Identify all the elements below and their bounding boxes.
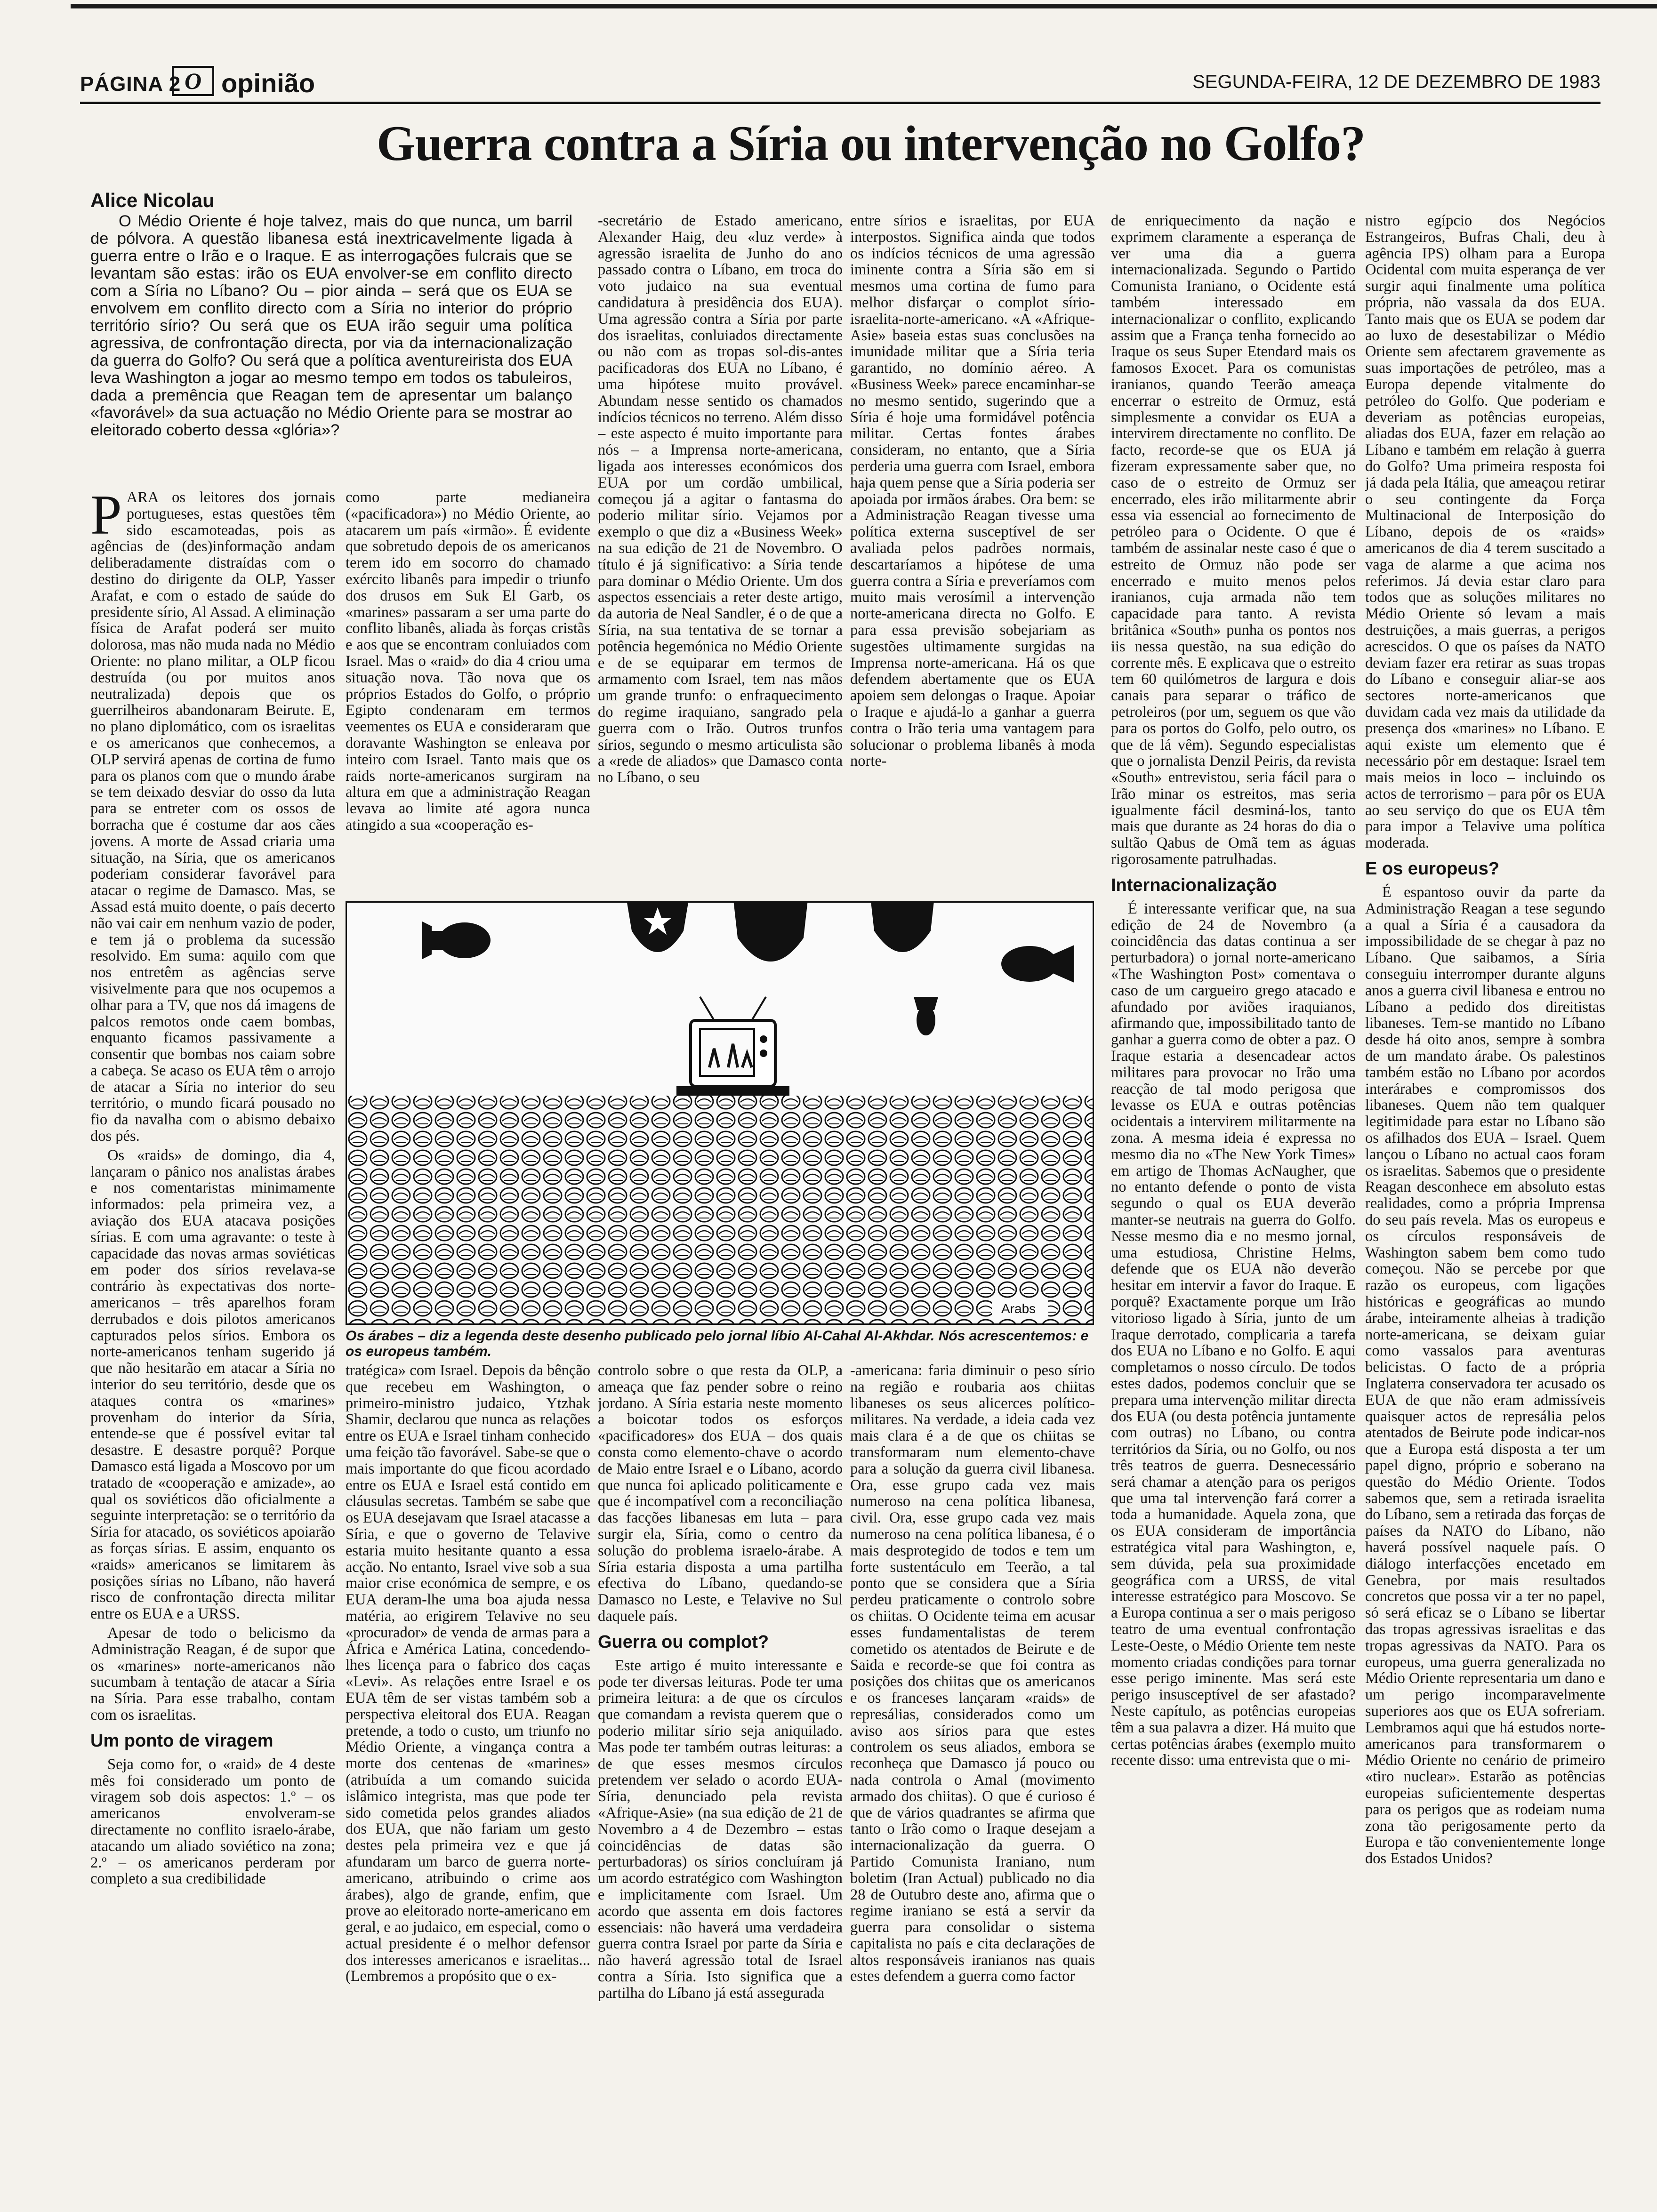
col6a-text: nistro egípcio dos Negócios Estrangeiros, Bufras Chali, deu à agência IPS) olham para a Europa Ocidental com muita esperança de ver surgir aqui finalmente uma política própria, não vassala da dos EUA. Tanto mais que os EUA se podem dar ao luxo de desestabilizar o Médio Oriente sem afectarem gravemente as suas importações de petróleo, mas a Europa depende vitalmente do petróleo do Golfo. Que poderiam e deveriam as potências europeias, aliadas dos EUA, fazer em relação ao Líbano e também em relação à guerra do Golfo? Uma primeira resposta foi já dada pela Itália, que ameaçou retirar o seu contingente da Força Multinacional de Interposição do Líbano, depois de os «raids» americanos de dia 4 terem suscitado a vaga de alarme a que acima nos referimos. Já devia estar claro para todos que as soluções militares no Médio Oriente só levam a mais destruições, a mais guerras, a perigos acrescidos. O que os países da NATO deviam fazer era retirar as suas tropas do Líbano e conseguir aliar-se aos sectores norte-americanos que duvidam cada vez mais da utilidade da presença dos «marines» no Líbano. E aqui existe um elemento que é necessário pôr em destaque: Israel tem mais meios in loco – incluindo os actos de terrorismo – para pôr os EUA ao seu serviço do que os EUA têm para impor a Telavive uma política moderada. xyxy=(1365,213,1605,852)
column-6 xyxy=(1365,213,1605,2170)
cartoon-label: Arabs xyxy=(1001,1301,1036,1316)
col1-p4: Seja como for, o «raid» de 4 deste mês foi considerado um ponto de viragem sob dois aspectos: 1.º – os americanos envolveram-se directamente no conflito israelo-árabe, atacando um aliado soviético na zona; 2.º – os americanos perderam por completo a sua credibilidade xyxy=(90,1755,335,1888)
page-header xyxy=(80,66,1601,99)
column-3-top xyxy=(598,213,843,897)
column-4-top xyxy=(850,213,1095,897)
header-rule xyxy=(80,102,1601,104)
column-2-top xyxy=(346,489,590,897)
editorial-cartoon xyxy=(346,901,1094,1325)
col4a-text: entre sírios e israelitas, por EUA interpostos. Significa ainda que todos os indícios técnicos de uma agressão iminente contra a Síria são em si mesmos uma cortina de fumo para melhor disfarçar o complot sírio-israelita-norte-americano. «A «Afrique-Asie» baseia estas suas conclusões na imunidade militar que a Síria teria garantido, no domínio aéreo. A «Business Week» parece encaminhar-se no mesmo sentido, sugerindo que a Síria é hoje uma formidável potência militar. Certas fontes árabes consideram, no entanto, que a Síria perderia uma guerra com Israel, embora haja quem pense que a Síria poderia ser apoiada por irmãos árabes. Ora bem: se a Administração Reagan tivesse uma política externa susceptível de ser avaliada pelos padrões normais, descartaríamos a hipótese de uma guerra contra a Síria e preveríamos com muito mais verosímil a intervenção norte-americana directa no Golfo. E para essa previsão sobejariam as sugestões ultimamente surgidas na Imprensa norte-americana. Há os que defendem abertamente que os EUA apoiem sem delongas o Iraque. Apoiar o Iraque e ajudá-lo a ganhar a guerra contra o Irão teria uma vantagem para solucionar o problema libanês à moda norte- xyxy=(850,213,1095,770)
lead-paragraph: O Médio Oriente é hoje talvez, mais do que nunca, um barril de pólvora. A questão libanesa está inextricavelmente ligada à guerra entre o Irão e o Iraque. E as interrogações fulcrais que se levantam são estas: irão os EUA envolver-se em conflito directo com a Síria no Líbano? Ou – pior ainda – será que os EUA se envolvem em conflito directo com a Síria no interior do próprio território sírio? Ou será que os EUA irão seguir uma política agressiva, de confrontação directa, por via da internacionalização da guerra do Golfo? Ou será que a política aventureirista dos EUA leva Washington a jogar ao mesmo tempo em todos os tabuleiros, dada a premência que Reagan tem de apresentar um balanço «favorável» da sua actuação no Médio Oriente para se mostrar ao eleitorado coberto dessa «glória»? xyxy=(90,213,572,439)
col5-subheading: Internacionalização xyxy=(1111,875,1277,895)
cartoon-caption: Os árabes – diz a legenda deste desenho publicado pelo jornal líbio Al-Cahal Al-Akhdar. Nós acrescentemos: e os europeus também. xyxy=(346,1328,1089,1359)
col1-first-paragraph xyxy=(90,489,335,1145)
top-rule xyxy=(71,4,1657,8)
column-1 xyxy=(90,489,335,2170)
newspaper-logo: O xyxy=(172,66,214,96)
col6-subheading: E os europeus? xyxy=(1365,859,1500,879)
col3-subheading: Guerra ou complot? xyxy=(598,1632,769,1652)
cartoon-drawing xyxy=(347,903,1093,1323)
bomb-icon xyxy=(733,903,808,962)
col2a-text: como parte medianeira («pacificadora») no Médio Oriente, ao atacarem um país «irmão». É evidente que sobretudo depois de os americanos terem ido em socorro do chamado exército libanês para impedir o triunfo dos drusos em Suk El Garb, os «marines» passaram a ser uma parte do conflito libanês, aliada às forças cristãs e aos que se encontram conluiados com Israel. Mas o «raid» do dia 4 criou uma situação nova. Tão nova que os próprios Estados do Golfo, o próprio Egipto condenaram em termos veementes os EUA e consideraram que doravante Washington se enleava por inteiro com Israel. Tanto mais que os raids norte-americanos surgiram na altura em que a administração Reagan levava ao limite até agora nunca atingido a sua «cooperação es- xyxy=(346,489,590,834)
bomb-icon xyxy=(625,903,691,952)
col5a-text: de enriquecimento da nação e exprimem claramente a esperança de ver uma dia a guerra internacionalizada. Segundo o Partido Comunista Iraniano, o Ocidente está também interessado em internacionalizar o conflito, explicando assim que a França tenha fornecido ao Iraque os seus Super Etendard mais os famosos Exocet. Para os comunistas iranianos, quando Teerão ameaça encerrar o estreito de Ormuz, está simplesmente a convidar os EUA a intervirem directamente no conflito. De facto, recorde-se que os EUA já fizeram expressamente saber que, no caso de o estreito de Ormuz ser encerrado, eles irão militarmente abrir essa via essencial ao fornecimento de petróleo para o Ocidente. O que é também de assinalar neste caso é que o estreito de Ormuz não pode ser encerrado e muito menos pelos iranianos, cuja armada não tem capacidade para tanto. A revista britânica «South» punha os pontos nos iis nessa questão, na sua edição do corrente mês. E explicava que o estreito tem 60 quilómetros de largura e dois canais para separar o tráfico de petroleiros (por um, seguem os que vão para os portos do Golfo, pelo outro, os que de lá vêm). Segundo especialistas que o jornalista Denzil Peiris, da revista «South» entrevistou, seria fácil para o Irão minar os estreitos, mas seria igualmente fácil desminá-los, tanto mais que durante as 24 horas do dia o sultão Qabus de Omã tem as águas rigorosamente patrulhadas. xyxy=(1111,213,1356,868)
col1-subheading: Um ponto de viragem xyxy=(90,1731,273,1751)
bomb-icon xyxy=(869,903,935,952)
column-3-bottom xyxy=(598,1362,843,2170)
col2b-text: tratégica» com Israel. Depois da bênção que recebeu em Washington, o primeiro-ministro judaico, Ytzhak Shamir, declarou que nunca as relações entre os EUA e Israel tinham conhecido uma feição tão favorável. Sabe-se que o mais importante do que ficou acordado entre os EUA e Israel está contido em cláusulas secretas. Também se sabe que os EUA desejavam que Israel atacasse a Síria, e que o governo de Telavive estaria muito hesitante quanto a essa acção. No entanto, Israel vive sob a sua maior crise económica de sempre, e os EUA deram-lhe uma boa ajuda nessa matéria, ao erigirem Telavive no seu «procurador» de venda de armas para a África e América Latina, concedendo-lhes licença para o fabrico dos caças «Levi». As relações entre Israel e os EUA têm de ser vistas também sob a perspectiva eleitoral dos EUA. Reagan pretende, a todo o custo, um triunfo no Médio Oriente, a vingança contra a morte dos centenas de «marines» (atribuída a um comando suicida islâmico integrista, mas que pode ter sido cometida pelos grandes aliados dos EUA, que não fariam um gesto destes pela primeira vez e que já afundaram um barco de guerra norte-americano, atribuindo o crime aos árabes), algo de grande, enfim, que prove ao eleitorado norte-americano em geral, e ao judaico, em especial, como o actual presidente é o melhor defensor dos interesses americanos e israelitas... (Lembremos a propósito que o ex- xyxy=(346,1362,590,1985)
crowd-of-heads xyxy=(347,1096,1093,1323)
page-number: PÁGINA 2 xyxy=(80,72,181,96)
col3b-text: controlo sobre o que resta da OLP, a ameaça que faz pender sobre o reino jordano. A Síria estaria neste momento a boicotar todos os esforços «pacificadores» dos EUA – dos quais consta como elemento-chave o acordo de Maio entre Israel e o Líbano, acordo que nunca foi aplicado politicamente e que é incompatível com a reconciliação das facções libanesas em luta – para surgir ela, Síria, como o centro da solução do problema israelo-árabe. A Síria estaria disposta a uma partilha efectiva do Líbano, quedando-se Damasco no Leste, e Telavive no Sul daquele país. xyxy=(598,1362,843,1625)
col1-p3: Apesar de todo o belicismo da Administração Reagan, é de supor que os «marines» norte-americanos não sucumbam à tentação de atacar a Síria na Síria. Para esse trabalho, contam com os israelitas. xyxy=(90,1624,335,1723)
drop-cap: P xyxy=(90,489,122,546)
col3a-text: -secretário de Estado americano, Alexander Haig, deu «luz verde» à agressão israelita de Junho do ano passado contra o Líbano, em troca do voto judaico na sua eventual candidatura à presidência dos EUA). Uma agressão contra a Síria por parte dos israelitas, conluiados directamente ou não com as tropas sol-dis-antes pacificadoras dos EUA no Líbano, é uma hipótese muito provável. Abundam nesse sentido os chamados indícios técnicos no terreno. Além disso – este aspecto é muito importante para nós – a Imprensa norte-americana, ligada aos interesses económicos dos EUA por um cordão umbilical, começou já a agitar o fantasma do poderio militar sírio. Vejamos por exemplo o que diz a «Business Week» na sua edição de 21 de Novembro. O título é já significativo: a Síria tende para dominar o Médio Oriente. Um dos aspectos essenciais a reter deste artigo, da autoria de Neal Sandler, é o de que a Síria, na sua tentativa de se tornar a potência hegemónica no Médio Oriente e de se equiparar em termos de armamento com Israel, tem nas mãos um grande trunfo: o enfraquecimento do regime iraquiano, sangrado pela guerra com o Irão. Outros trunfos sírios, segundo o mesmo articulista são a «rede de aliados» que Damasco conta no Líbano, o seu xyxy=(598,213,843,786)
col6b-text: É espantoso ouvir da parte da Administração Reagan a tese segundo a qual a Síria é a causadora da impossibilidade de se chegar à paz no Líbano. Que saibamos, a Síria conseguiu interromper durante alguns anos a guerra civil libanesa e entrou no Líbano a pedido dos direitistas libaneses. Tem-se mantido no Líbano desde há oito anos, sempre à sombra de um mandato árabe. Os palestinos também estão no Líbano por acordos interárabes e compromissos dos libaneses. Quem não tem qualquer legitimidade para estar no Líbano são os afilhados dos EUA – Israel. Quem lançou o Líbano no actual caos foram os israelitas. Sabemos que o presidente Reagan desconhece em absoluto estas realidades, como a própria Imprensa do seu país revela. Mas os europeus e os círculos responsáveis de Washington sabem bem como tudo começou. Não se percebe por que razão os europeus, com ligações históricas e geográficas ao mundo árabe, inteiramente alheias à tradição norte-americana, se deixam guiar como vassalos para aventuras belicistas. O facto de a própria Inglaterra conservadora ter acusado os EUA de que não eram admissíveis quaisquer actos de represália pelos atentados de Beirute pode indicar-nos que a Europa está disposta a ter um papel digno, próprio e soberano na questão do Médio Oriente. Todos sabemos que, sem a retirada israelita do Líbano, sem a retirada das forças de países da NATO do Líbano, não haverá possível naquele país. O diálogo interfacções encetado em Genebra, por mais resultados concretos que possa vir a ter no papel, só será eficaz se o Líbano se libertar das tropas agressivas israelitas e das tropas agressivas da NATO. Para os europeus, uma guerra generalizada no Médio Oriente representaria um dano e um perigo incomparavelmente superiores aos que os EUA sofreriam. Lembramos aqui que há estudos norte-americanos para transformarem o Médio Oriente no cenário de primeiro «tiro nuclear». Estarão as potências europeias suficientemente despertas para os perigos que as rodeiam numa zona tão perigosamente perto da Europa e tão convenientemente longe dos Estados Unidos? xyxy=(1365,884,1605,1867)
bomb-icon xyxy=(422,922,491,959)
section-title: opinião xyxy=(221,68,315,98)
issue-date: SEGUNDA-FEIRA, 12 DE DEZEMBRO DE 1983 xyxy=(1192,72,1601,92)
column-4-bottom xyxy=(850,1362,1095,2170)
col3c-text: Este artigo é muito interessante e pode ter diversas leituras. Pode ter uma primeira leitura: a de que os círculos que comandam a revista querem que o poderio militar sírio seja aniquilado. Mas pode ter também outras leituras: a de que esses mesmos círculos pretendem ver selado o acordo EUA-Síria, denunciado pela revista «Afrique-Asie» (na sua edição de 21 de Novembro a 4 de Dezembro – estas coincidências de datas são perturbadoras) os sírios concluíram já um acordo estratégico com Washington e implicitamente com Israel. Um acordo que assenta em dois factores essenciais: não haverá uma verdadeira guerra contra Israel por parte da Síria e não haverá agressão total de Israel contra a Síria. Isto significa que a partilha do Líbano já está assegurada xyxy=(598,1657,843,2002)
col1-p1: ARA os leitores dos jornais portugueses, estas questões têm sido escamoteadas, pois as agências de (des)informação andam deliberadamente distraídas com o destino do dirigente da OLP, Yasser Arafat, e com o estado de saúde do presidente sírio, Al Assad. A eliminação física de Arafat poderá ser muito dolorosa, mas não muda nada no Médio Oriente: no plano militar, a OLP ficou destruída (ou por muitos anos neutralizada) depois que os guerrilheiros abandonaram Beirute. E, no plano diplomático, com os israelitas e os americanos que conhecemos, a OLP servirá apenas de cortina de fumo para os planos com que o mundo árabe se tem deixado desviar do osso da luta para se entreter com os ossos de borracha que é costume dar aos cães jovens. A morte de Assad criaria uma situação, na Síria, que os americanos poderiam considerar favorável para atacar o regime de Damasco. Mas, se Assad está muito doente, o país decerto não vai cair em nenhum vazio de poder, e tem já o problema da sucessão resolvido. Em suma: aquilo com que nos entretêm as agências serve visivelmente para que nos ocupemos a olhar para a TV, que nos dá imagens de palcos remotos onde caem bombas, enquanto ficamos passivamente a consentir que bombas nos caiam sobre a cabeça. Se acaso os EUA têm o arrojo de atacar a Síria no interior do seu território, o mundo ficará pousado no fio da navalha com o abismo debaixo dos pés. xyxy=(90,489,335,1145)
bomb-icon xyxy=(914,997,938,1035)
col1-p2: Os «raids» de domingo, dia 4, lançaram o pânico nos analistas árabes e nos comentaristas minimamente informados: pela primeira vez, a aviação dos EUA atacava posições sírias. E com uma agravante: o teste à capacidade das novas armas soviéticas em poder dos sírios revelava-se contrário às expectativas dos norte-americanos – três aparelhos foram derrubados e dois pilotos americanos capturados pelos sírios. Embora os norte-americanos tenham sugerido já que não hesitarão em atacar a Síria no interior do seu território, desde que os ataques contra os «marines» provenham do interior da Síria, entende-se que é possível evitar tal desastre. E desastre porquê? Porque Damasco está ligada a Moscovo por um tratado de «cooperação e amizade», ao qual os soviéticos dão oficialmente a seguinte interpretação: se o território da Síria for atacado, os soviéticos apoiarão as forças sírias. E assim, enquanto os «raids» americanos se limitarem às posições sírias no Líbano, não haverá risco de confrontação directa militar entre os EUA e a URSS. xyxy=(90,1146,335,1623)
column-2-bottom xyxy=(346,1362,590,2170)
article-headline: Guerra contra a Síria ou intervenção no Golfo? xyxy=(376,116,1366,171)
col5b-text: É interessante verificar que, na sua edição de 24 de Novembro (a coincidência das datas continua a ser perturbadora) o jornal norte-americano «The Washington Post» comentava o caso de um cargueiro grego atacado e afundado por aviões iraquianos, afirmando que, impossibilitado tanto de ganhar a guerra como de obter a paz. O Iraque estaria a desencadear actos militares para provocar no Irão uma reacção de tal modo perigosa que levasse os EUA e outras potências ocidentais a intervirem militarmente na zona. A mesma ideia é expressa no mesmo dia no «The New York Times» em artigo de Thomas AcNaugher, que no entanto defende o ponto de vista segundo o qual os EUA deverão manter-se neutrais na guerra do Golfo. Nesse mesmo dia e no mesmo jornal, uma estudiosa, Christine Helms, defende que os EUA não deverão hesitar em intervir a favor do Iraque. E porquê? Exactamente porque um Irão vitorioso ligado à Síria, junto de um Iraque derrotado, complicaria a tarefa dos EUA no Líbano e no Golfo. E aqui completamos o nosso círculo. De todos estes dados, podemos concluir que se prepara uma intervenção militar directa dos EUA (ou desta potência juntamente com outras) no Líbano, ou contra territórios da Síria, ou no Golfo, ou nos três teatros de guerra. Desnecessário será chamar a atenção para os perigos que uma tal intervenção fará correr a toda a humanidade. Aquela zona, que os EUA consideram de importância estratégica vital para Washington, e, sem dúvida, pela sua proximidade geográfica com a URSS, de vital interesse estratégico para Moscovo. Se a Europa continua a ser o mais perigoso teatro de uma eventual confrontação Leste-Oeste, o Médio Oriente tem neste momento criadas condições para tornar esse perigo iminente. Mas será este perigo insusceptível de ser afastado? Neste capítulo, as potências europeias têm a sua palavra a dizer. Há muito que certas potências árabes (exemplo muito recente disso: uma entrevista que o mi- xyxy=(1111,900,1356,1769)
television-icon xyxy=(676,997,789,1098)
bomb-icon xyxy=(1001,945,1074,983)
byline: Alice Nicolau xyxy=(90,189,215,211)
col4b-text: -americana: faria diminuir o peso sírio na região e roubaria aos chiitas libaneses os seus alicerces político-militares. Na verdade, a ideia cada vez mais clara é a de que os chiitas se transformaram num elemento-chave para a solução da guerra civil libanesa. Ora, esse grupo cada vez mais numeroso na cena política libanesa, civil. Ora, esse grupo cada vez mais numeroso na cena política libanesa, é o mais desprotegido de todos e tem um forte sustentáculo em Teerão, a tal ponto que se considera que a Síria perdeu praticamente o controlo sobre os chiitas. O Ocidente teima em acusar esses fundamentalistas de terem cometido os atentados de Beirute e de Saida e recorde-se que foi contra as posições dos chiitas que os americanos e os franceses lançaram «raids» de represálias, considerados como um aviso aos sírios para que estes controlem os seus aliados, embora se reconheça que Damasco já pouco ou nada controla o Amal (movimento armado dos chiitas). O que é curioso é que de vários quadrantes se afirma que tanto o Irão como o Iraque desejam a internacionalização da guerra. O Partido Comunista Iraniano, num boletim (Iran Actual) publicado no dia 28 de Outubro deste ano, afirma que o regime iraniano se está a servir da guerra para consolidar o sistema capitalista no país e cita declarações de altos responsáveis iranianos nas quais estes defendem a guerra como factor xyxy=(850,1362,1095,1985)
column-5 xyxy=(1111,213,1356,2170)
